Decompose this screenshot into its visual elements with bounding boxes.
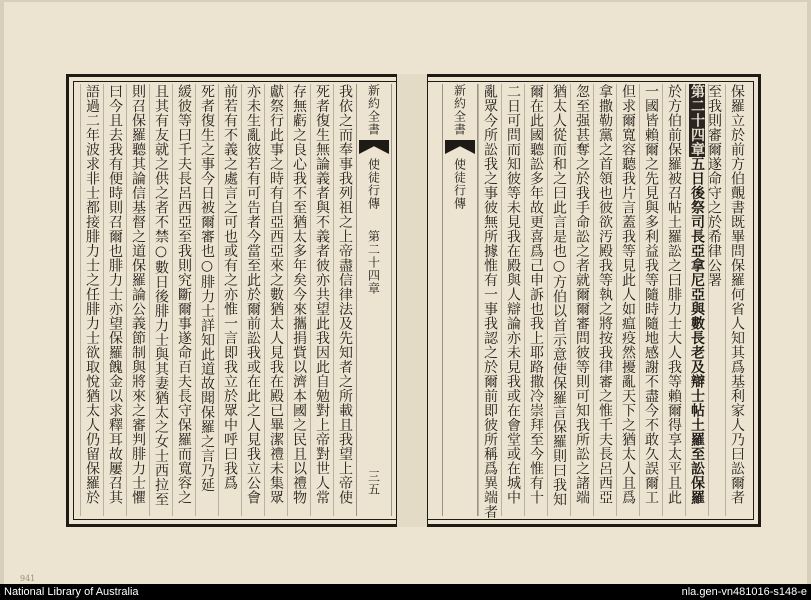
text-column: 語過二年波求非士都接腓力士之任腓力士欲取悅猶太人仍留保羅於 bbox=[80, 84, 103, 516]
center-gutter bbox=[396, 74, 428, 527]
fishtail-ornament-icon bbox=[359, 140, 389, 154]
footer-source: National Library of Australia bbox=[4, 586, 139, 598]
left-page-text bbox=[76, 84, 392, 516]
text-column: 存無虧之良心我不至猶太多年矣今來攜捐貲以濟本國之民且以禮物 bbox=[287, 84, 310, 516]
text-column: 獻祭行此事之時有自亞西亞來之數猶太人見我在殿已畢潔禮未集眾 bbox=[264, 84, 287, 516]
banner-title: 新約全書 bbox=[366, 84, 381, 136]
banner-title: 新約全書 bbox=[452, 84, 467, 136]
text-column: 曰今且去我有便時則召爾也腓力士亦望保羅餽金以求釋耳故屢召其 bbox=[103, 84, 126, 516]
text-column: 但求爾寬容聽我片言蓋我等見此人如瘟疫然擾亂天下之猶太人且爲 bbox=[616, 84, 639, 516]
text-column: 前若有不義之處言之可也或有之亦惟一言即我立於眾中呼曰我爲 bbox=[218, 84, 241, 516]
text-column: 保羅立於前方伯覿書既畢問保羅何省人知其爲基利家人乃曰訟爾者 bbox=[725, 84, 748, 516]
footer-bar bbox=[0, 584, 811, 600]
footer-id: nla.gen-vn481016-s148-e bbox=[681, 586, 807, 598]
text-column: 則召保羅聽其論信基督之道保羅論公義節制與將來之審判腓力士懼 bbox=[126, 84, 149, 516]
text-column: 拿撒勒黨之首領也彼欲汚殿我等執之將按我律審之惟千夫長呂西亞 bbox=[593, 84, 616, 516]
text-column: 爾在此國聽訟多年故更喜爲己申訴也我上耶路撒冷崇拜至今惟有十 bbox=[524, 84, 547, 516]
text-column: 死者復生之事今日被爾審也○腓力士詳知此道故聞保羅之言乃延 bbox=[195, 84, 218, 516]
right-page-text bbox=[430, 84, 748, 519]
text-column: 忽至强甚奪之於我手命訟之者就爾爾審問彼等則可知我所訟之諸端 bbox=[570, 84, 593, 516]
text-column: 亦未生亂彼若有可告者今當至此於爾前訟我或在此之人見我立公會 bbox=[241, 84, 264, 516]
text-column: 於方伯前保羅被召帖土羅訟之曰腓力士大人我等賴爾得享太平且此 bbox=[662, 84, 685, 516]
chapter-heading: 第二十四章 bbox=[689, 84, 705, 157]
banner-book: 使徒行傳 bbox=[452, 158, 467, 210]
chapter-heading-rest: 五日後祭司長亞拿尼亞與數長老及辯士帖土羅至訟保羅 bbox=[689, 156, 705, 505]
text-column: 猶太人從而和之曰此言是也○方伯以首示意使保羅言保羅則曰我知 bbox=[547, 84, 570, 516]
text-column: 我依之而奉事我列祖之上帝盡信律法及先知者之所載且我望上帝使 bbox=[333, 84, 356, 516]
text-column: 一國皆賴爾之先見與多利益我等隨時隨地感謝不盡今不敢久誤爾工 bbox=[639, 84, 662, 516]
banner-chapter: 第二十四章 bbox=[366, 230, 381, 295]
text-column: 死者復生無論義者與不義者彼亦共望此我因此自勉對上帝對世人常 bbox=[310, 84, 333, 516]
banner-book: 使徒行傳 bbox=[366, 158, 381, 210]
fold-banner-left bbox=[356, 84, 392, 516]
fishtail-ornament-icon bbox=[445, 140, 475, 154]
page-number: 三五 bbox=[366, 470, 381, 496]
pencil-mark: 941 bbox=[20, 574, 36, 583]
text-column: 且其有友就之供之者不禁○數日後腓力士與其妻猶太之女士西拉至 bbox=[149, 84, 172, 516]
text-column: 緩彼等曰千夫長呂西亞至我則究斷爾事遂命百夫長守保羅而寬容之 bbox=[172, 84, 195, 516]
fold-banner bbox=[442, 84, 478, 516]
text-column: 亂眾今所訟我之事彼無所據惟有一事我認之於爾前即彼所稱爲異端者 bbox=[478, 84, 501, 516]
text-column: 至我則審爾遂命守之於希律公署 bbox=[708, 84, 725, 516]
text-column: 二日可問而知彼等未見我在殿與人辯論亦未見我或在會堂或在城中 bbox=[501, 84, 524, 516]
